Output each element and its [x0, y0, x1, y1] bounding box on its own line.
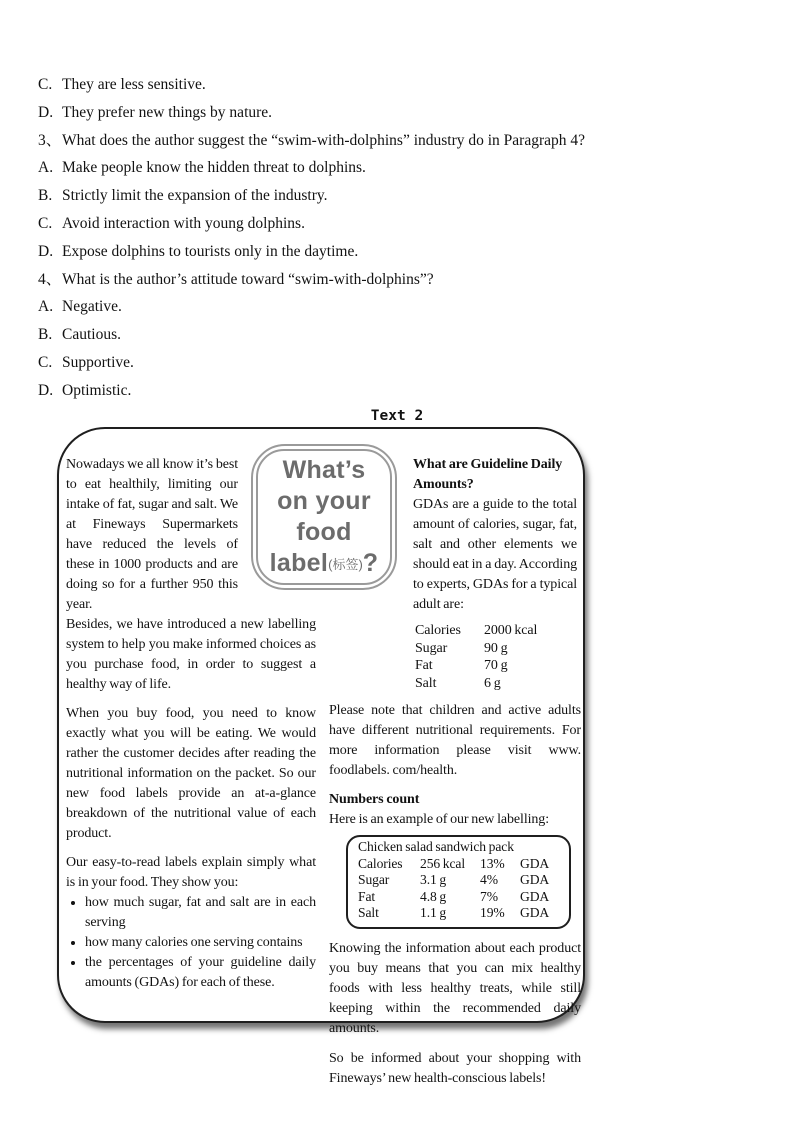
- option-letter: C.: [38, 214, 53, 232]
- paragraph-2: When you buy food, you need to know exactly what you will be eating. We would rather the customer decides after reading the nutritional information on the packet. So our new food labels provide an at-a-glance breakdown of the nutritional value of each product.: [66, 706, 316, 841]
- table-row: [415, 622, 581, 640]
- option-row: [38, 293, 758, 321]
- option-letter: C.: [38, 76, 53, 93]
- article-right-column: [329, 455, 581, 1089]
- numbers-count-intro: Here is an example of our new labelling:: [329, 812, 549, 827]
- nutrient-gda: GDA: [520, 905, 550, 921]
- logo-question-mark: ?: [362, 548, 379, 577]
- table-row: [358, 905, 561, 922]
- option-row: [38, 99, 758, 127]
- nutrient-label: Salt: [358, 905, 379, 921]
- gda-row-label: Sugar: [415, 640, 448, 656]
- option-text: Expose dolphins to tourists only in the daytime.: [62, 242, 359, 260]
- question-number: 3、: [38, 131, 62, 149]
- question-row: [38, 127, 758, 155]
- sandwich-label-box: [346, 835, 571, 929]
- table-row: [358, 856, 561, 873]
- logo-text-line1: What’s: [282, 455, 366, 484]
- logo-text-line2: on your: [277, 486, 371, 515]
- option-letter: C.: [38, 353, 53, 371]
- option-text: They prefer new things by nature.: [62, 103, 273, 121]
- table-row: [358, 872, 561, 889]
- option-row: [38, 321, 758, 349]
- option-letter: A.: [38, 159, 54, 177]
- table-row: [415, 640, 581, 658]
- option-letter: D.: [38, 242, 54, 260]
- option-row: [38, 349, 758, 377]
- nutrient-value: 1.1 g: [420, 905, 447, 921]
- nutrient-percent: 19%: [480, 905, 505, 921]
- logo-text-line3: food: [296, 517, 352, 546]
- nutrient-label: Sugar: [358, 872, 390, 888]
- numbers-count-heading: Numbers count: [329, 792, 420, 807]
- logo-label-word: label: [269, 548, 329, 577]
- option-text: Make people know the hidden threat to dolphins.: [62, 159, 366, 177]
- option-row: [38, 182, 758, 210]
- paragraph-1-continued: Besides, we have introduced a new labelling system to help you make informed choices as you purchase food, in order to suggest a healthy way of life.: [66, 617, 316, 692]
- label-features-list: [66, 893, 316, 993]
- table-row: [415, 675, 581, 693]
- paragraph-3: Our easy-to-read labels explain simply what is in your food. They show you:: [66, 855, 316, 890]
- gda-section: [413, 455, 577, 615]
- nutrient-gda: GDA: [520, 888, 550, 904]
- option-row: [38, 238, 758, 266]
- option-letter: D.: [38, 381, 54, 399]
- gda-intro: GDAs are a guide to the total amount of calories, sugar, fat, salt and other elements we should eat in a day. According to experts, GDAs for a typical adult are:: [413, 497, 577, 612]
- option-row: [38, 210, 758, 238]
- sandwich-label-title: Chicken salad sandwich pack: [358, 839, 514, 854]
- article-content: [59, 429, 583, 1086]
- gda-row-value: 6 g: [484, 675, 501, 691]
- article-left-column: [66, 455, 316, 993]
- paragraph-1-narrow: Nowadays we all know it’s best to eat healthily, limiting our intake of fat, sugar and salt. We at Fineways Supermarkets have reduced the levels of these in 1000 products and are doing so for a further 950 this year.: [66, 457, 238, 612]
- gda-amounts-table: [415, 622, 581, 692]
- option-letter: D.: [38, 103, 54, 121]
- table-row: [415, 657, 581, 675]
- gda-row-value: 90 g: [484, 640, 508, 656]
- nutrient-percent: 7%: [480, 888, 498, 904]
- option-letter: B.: [38, 187, 53, 205]
- nutrient-label: Calories: [358, 855, 403, 871]
- closing-paragraph-2: So be informed about your shopping with Fineways’ new health-conscious labels!: [329, 1050, 581, 1086]
- nutrient-gda: GDA: [520, 872, 550, 888]
- option-text: Supportive.: [62, 353, 134, 371]
- option-text: Avoid interaction with young dolphins.: [62, 214, 305, 232]
- option-letter: A.: [38, 298, 54, 316]
- logo-label-chinese: (标签): [328, 556, 363, 572]
- nutrient-value: 256 kcal: [420, 855, 466, 871]
- option-text: They are less sensitive.: [62, 76, 206, 93]
- nutrient-gda: GDA: [520, 855, 550, 871]
- closing-paragraph-1: Knowing the information about each product you buy means that you can mix healthy foods with less healthy treats, while still keeping within the recommended daily amounts.: [329, 940, 581, 1036]
- question-text: What is the author’s attitude toward “swim-with-dolphins”?: [62, 270, 434, 288]
- option-row: [38, 377, 758, 405]
- article-box: [57, 427, 585, 1086]
- nutrient-value: 3.1 g: [420, 872, 447, 888]
- option-row: [38, 154, 758, 182]
- gda-row-label: Fat: [415, 658, 433, 673]
- table-row: [358, 889, 561, 906]
- option-letter: B.: [38, 326, 53, 344]
- gda-heading: What are Guideline Daily Amounts?: [413, 457, 563, 492]
- question-text: What does the author suggest the “swim-with-dolphins” industry do in Paragraph 4?: [62, 131, 586, 149]
- nutrient-label: Fat: [358, 888, 376, 904]
- question-row: [38, 266, 758, 294]
- nutrient-percent: 4%: [480, 872, 498, 888]
- nutrient-value: 4.8 g: [420, 888, 447, 904]
- question-number: 4、: [38, 270, 62, 288]
- option-text: Strictly limit the expansion of the industry.: [62, 187, 328, 205]
- section-title: Text 2: [370, 408, 424, 424]
- gda-row-label: Salt: [415, 675, 437, 691]
- questions-block: [38, 71, 758, 405]
- children-note: Please note that children and active adults have different nutritional requirements. For more information please visit www. foodlabels. com/health.: [329, 703, 581, 778]
- option-text: Cautious.: [62, 326, 121, 344]
- nutrient-percent: 13%: [480, 855, 505, 871]
- option-text: Optimistic.: [62, 381, 132, 399]
- gda-row-value: 70 g: [484, 658, 508, 673]
- gda-row-value: 2000 kcal: [484, 623, 538, 638]
- list-item: • how many calories one serving contains: [85, 933, 316, 953]
- gda-row-label: Calories: [415, 623, 461, 638]
- option-text: Negative.: [62, 298, 122, 316]
- list-item: • the percentages of your guideline daily amounts (GDAs) for each of these.: [85, 953, 316, 993]
- option-row: [38, 71, 758, 99]
- list-item: • how much sugar, fat and salt are in each serving: [85, 893, 316, 933]
